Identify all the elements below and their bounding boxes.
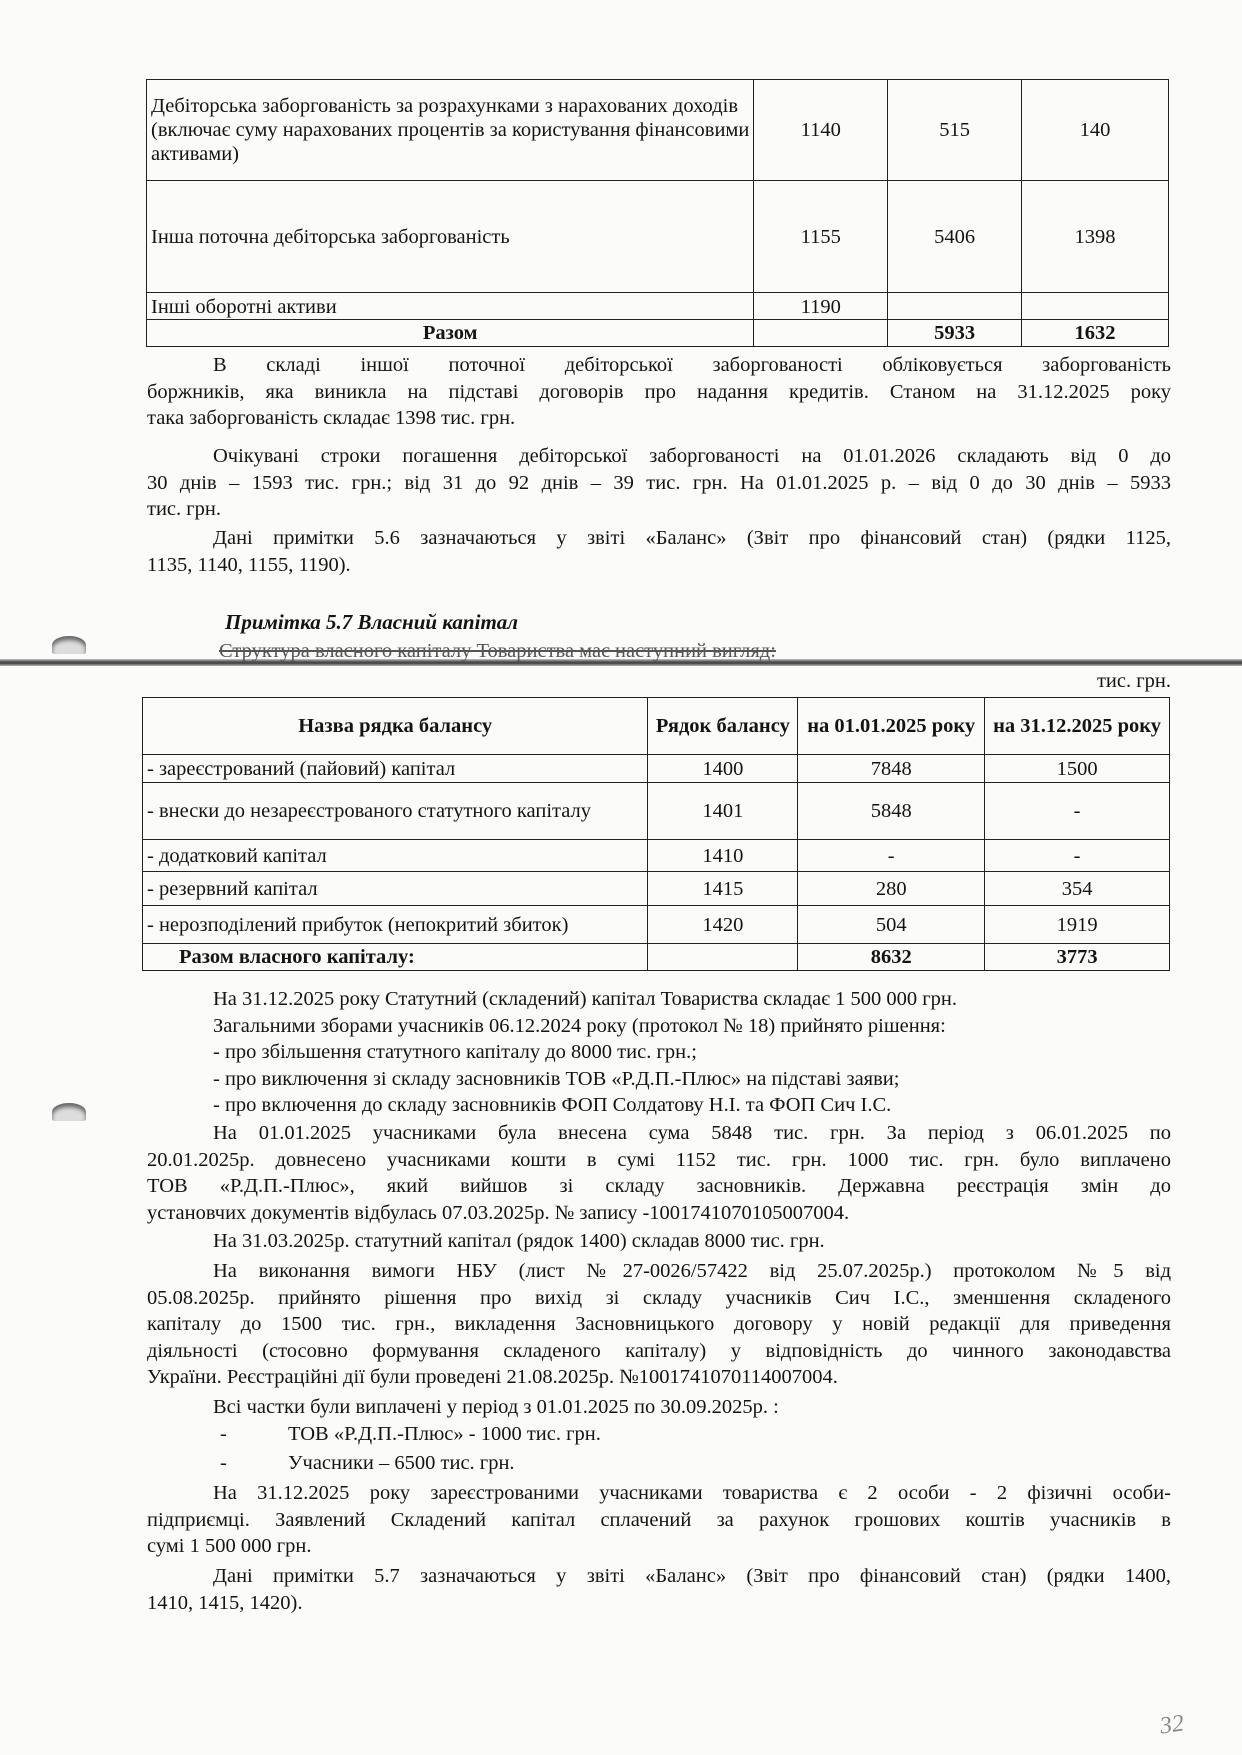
row-name: Інші оборотні активи <box>147 293 754 320</box>
structure-intro: Структура власного капіталу Товариства має наступний вигляд: <box>219 640 776 662</box>
list-item: - Учасники – 6500 тис. грн. <box>220 1452 515 1474</box>
table-row <box>147 80 1169 181</box>
paragraph-nbu: На виконання вимоги НБУ (лист №27-0026/57422 від 25.07.2025р.) протоколом №5 від 05.08.2025р. прийнято рішення про вихід зі складу учасників Сич І.С., зменшення складеного капіталу до 1500 тис. грн., викладення Засновницького договору у новій редакції для приведення діяльності (стосовно формування складеного капіталу) у відповідність до чинного законодавства України. Реєстраційні дії були проведені 21.08.2025р. №1001741070114007004. <box>147 1260 1171 1388</box>
col-header-date-1: на 01.01.2025 року <box>798 698 985 755</box>
row-value-1: 5848 <box>798 783 985 840</box>
total-value-2: 3773 <box>985 944 1170 971</box>
table-row <box>143 783 1170 840</box>
row-code: 1190 <box>754 293 888 320</box>
paragraph-capital-q1: На 31.03.2025р. статутний капітал (рядок 1400) складав 8000 тис. грн. <box>213 1230 825 1252</box>
total-label: Разом <box>147 320 754 347</box>
total-row <box>143 944 1170 971</box>
row-value-2: 140 <box>1022 80 1169 181</box>
row-value-1: 280 <box>798 872 985 906</box>
paragraph-contributions: На 01.01.2025 учасниками була внесена сума 5848 тис. грн. За період з 06.01.2025 по 20.01.2025р. довнесено учасниками кошти в сумі 1152 тис. грн. 1000 тис. грн. було виплачено ТОВ «Р.Д.П.-Плюс», який вийшов зі складу засновників. Державна реєстрація змін до установчих документів відбулась 07.03.2025р. № запису -1001741070105007004. <box>147 1122 1171 1224</box>
paragraph-payouts: Всі частки були виплачені у період з 01.01.2025 по 30.09.2025р. : <box>213 1396 779 1418</box>
total-row <box>147 320 1169 347</box>
total-code <box>648 944 798 971</box>
row-code: 1400 <box>648 755 798 783</box>
row-code: 1155 <box>754 181 888 293</box>
section-heading: Примітка 5.7 Власний капітал <box>225 610 519 634</box>
row-value-1: 7848 <box>798 755 985 783</box>
row-name: - зареєстрований (пайовий) капітал <box>143 755 648 783</box>
row-value-2: - <box>985 840 1170 872</box>
paragraph-receivables: В складі іншої поточної дебіторської заборгованості обліковується заборгованість боржників, яка виникла на підставі договорів про надання кредитів. Станом на 31.12.2025 року така заборгованість складає 1398 тис. грн. <box>147 354 1171 429</box>
total-code <box>754 320 888 347</box>
row-name: - додатковий капітал <box>143 840 648 872</box>
row-code: 1401 <box>648 783 798 840</box>
row-code: 1415 <box>648 872 798 906</box>
col-header-date-2: на 31.12.2025 року <box>985 698 1170 755</box>
equity-table <box>142 697 1170 971</box>
paragraph-participants: На 31.12.2025 року зареєстрованими учасниками товариства є 2 особи - 2 фізичні особи- підприємці. Заявлений Складений капітал сплачений за рахунок грошових коштів учасників в сумі 1 500 000 грн. <box>147 1482 1171 1557</box>
col-header-name: Назва рядка балансу <box>143 698 648 755</box>
total-value-2: 1632 <box>1022 320 1169 347</box>
total-label: Разом власного капіталу: <box>143 944 648 971</box>
row-code: 1420 <box>648 906 798 944</box>
total-value-1: 5933 <box>888 320 1022 347</box>
table-row <box>143 755 1170 783</box>
decisions-block: На 31.12.2025 року Статутний (складений) капітал Товариства складає 1 500 000 грн. Загальними зборами учасників 06.12.2024 року (протокол № 18) прийнято рішення: - про збільшення статутного капіталу до 8000 тис. грн.; - про виключення зі складу засновників ТОВ «Р.Д.П.-Плюс» на підставі заяви; - про включення до складу засновників ФОП Солдатову Н.І. та ФОП Сич І.С. <box>213 988 958 1116</box>
table-header-row <box>143 698 1170 755</box>
table-row <box>147 181 1169 293</box>
row-value-2 <box>1022 293 1169 320</box>
row-value-2: 1919 <box>985 906 1170 944</box>
row-name: - внески до незареєстрованого статутного капіталу <box>143 783 648 840</box>
paragraph-note-5-7: Дані примітки 5.7 зазначаються у звіті «Баланс» (Звіт про фінансовий стан) (рядки 1400, 1410, 1415, 1420). <box>147 1565 1171 1614</box>
paragraph-terms: Очікувані строки погашення дебіторської заборгованості на 01.01.2026 складають від 0 до 30 днів – 1593 тис. грн.; від 31 до 92 днів – 39 тис. грн. На 01.01.2025 р. – від 0 до 30 днів – 5933 тис. грн. <box>147 445 1171 520</box>
row-value-2: 1500 <box>985 755 1170 783</box>
unit-label: тис. грн. <box>1096 670 1171 692</box>
receivables-table <box>146 79 1169 347</box>
row-code: 1140 <box>754 80 888 181</box>
page-number: 32 <box>1158 1710 1186 1740</box>
list-item: - ТОВ «Р.Д.П.-Плюс» - 1000 тис. грн. <box>220 1423 601 1445</box>
total-value-1: 8632 <box>798 944 985 971</box>
table-row <box>143 872 1170 906</box>
row-value-1: 515 <box>888 80 1022 181</box>
row-value-2: 1398 <box>1022 181 1169 293</box>
row-value-1: 5406 <box>888 181 1022 293</box>
paragraph-note-5-6: Дані примітки 5.6 зазначаються у звіті «Баланс» (Звіт про фінансовий стан) (рядки 1125, 1135, 1140, 1155, 1190). <box>147 527 1171 576</box>
row-code: 1410 <box>648 840 798 872</box>
table-row <box>143 840 1170 872</box>
row-name: Дебіторська заборгованість за розрахунками з нарахованих доходів (включає суму нарахованих процентів за користування фінансовими активами) <box>147 80 754 181</box>
row-value-2: - <box>985 783 1170 840</box>
row-value-2: 354 <box>985 872 1170 906</box>
row-value-1 <box>888 293 1022 320</box>
punch-hole-mark <box>52 636 86 654</box>
row-value-1: - <box>798 840 985 872</box>
row-name: Інша поточна дебіторська заборгованість <box>147 181 754 293</box>
punch-hole-mark <box>52 1103 86 1121</box>
row-name: - нерозподілений прибуток (непокритий збиток) <box>143 906 648 944</box>
table-row <box>143 906 1170 944</box>
col-header-code: Рядок балансу <box>648 698 798 755</box>
row-value-1: 504 <box>798 906 985 944</box>
table-row <box>147 293 1169 320</box>
row-name: - резервний капітал <box>143 872 648 906</box>
